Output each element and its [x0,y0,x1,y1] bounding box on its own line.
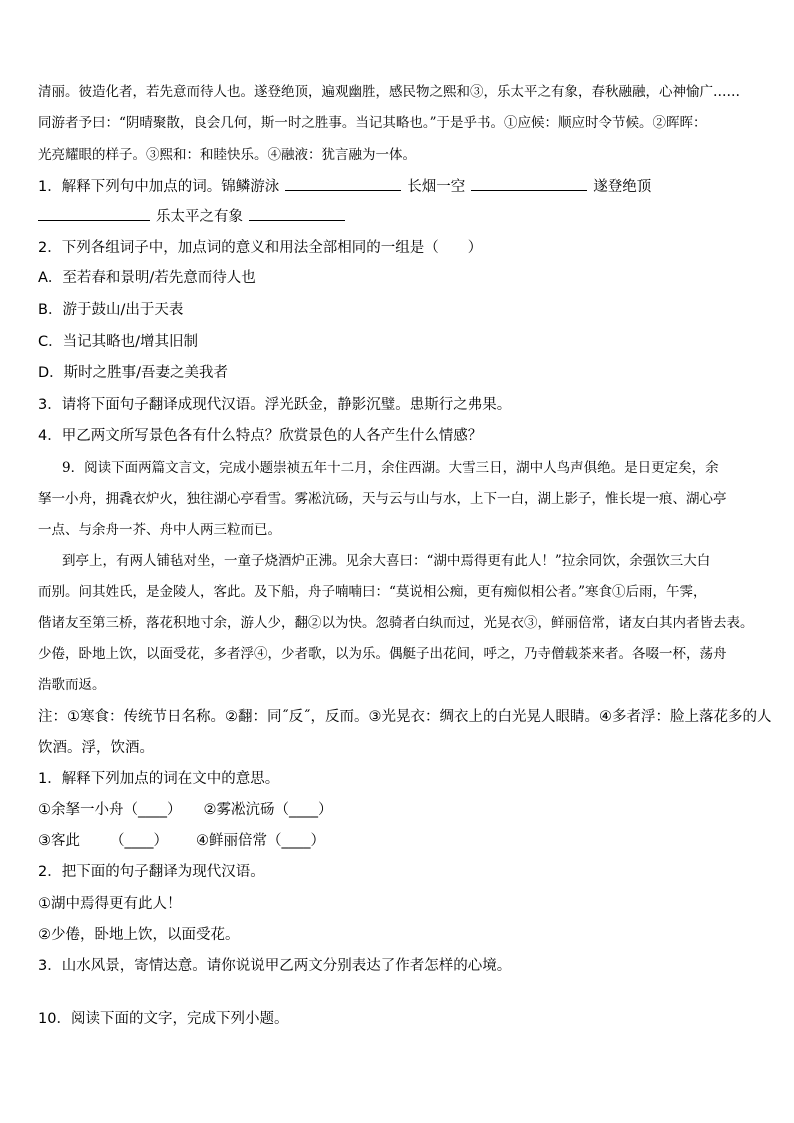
item-3-blank[interactable]: （____） [110,833,168,849]
item-4[interactable]: ④鲜丽倍常（____） [196,833,325,849]
note-line: 注：①寒食：传统节日名称。②翻：同˝反˝，反而。③光晃衣：绸衣上的白光晃人眼睛。④多者浮：脸上落花多的人 [38,709,772,725]
question-9-3: 3．山水风景，寄情达意。请你说说甲乙两文分别表达了作者怎样的心境。 [38,958,512,974]
question-text: 遂登绝顶 [593,179,652,195]
passage-line: 浩歌而返。 [38,677,106,693]
question-9-2: 2．把下面的句子翻译为现代汉语。 [38,864,265,880]
question-8-1 [38,175,764,198]
option-c[interactable]: C．当记其略也/增其旧制 [38,334,199,350]
passage-line: 到亭上，有两人铺毡对坐，一童子烧酒炉正沸。见余大喜曰：“湖中焉得更有此人！”拉余同饮，余强饮三大白 [62,553,711,569]
sentence-2: ②少倦，卧地上饮，以面受花。 [38,927,240,943]
question-8-4: 4．甲乙两文所写景色各有什么特点？欣赏景色的人各产生什么情感？ [38,428,483,444]
item-1[interactable]: ①余拏一小舟（____） [38,802,182,818]
passage-line: 拏一小舟，拥毳衣炉火，独往湖心亭看雪。雾凇沆砀，天与云与山与水，上下一白，湖上影子，惟长堤一痕、湖心亭 [38,491,727,507]
question-text: 长烟一空 [407,179,466,195]
sentence-1: ①湖中焉得更有此人！ [38,896,182,912]
passage-line: 偕诸友至第三桥，落花积地寸余，游人少，翻②以为快。忽骑者白纨而过，光晃衣③，鲜丽倍常，诸友白其内者皆去表。 [38,615,754,631]
passage-line: 同游者予曰：“阴晴聚散，良会几何，斯一时之胜事。当记其略也。”于是乎书。①应候：顺应时令节候。②晖晖： [38,115,707,131]
passage-line: 清丽。彼造化者，若先意而待人也。遂登绝顶，遍观幽胜，感民物之熙和③，乐太平之有象，春秋融融，心神愉广…… [38,84,740,100]
passage-line: 光亮耀眼的样子。③熙和：和睦快乐。④融液：犹言融为一体。 [38,147,416,163]
passage-line: 而别。问其姓氏，是金陵人，客此。及下船，舟子喃喃曰：“莫说相公痴，更有痴似相公者。”寒食①后雨，午霁， [38,584,707,600]
question-9-1-items [38,830,764,852]
passage-line: 9．阅读下面两篇文言文，完成小题崇祯五年十二月，余住西湖。大雪三日，湖中人鸟声俱绝。是日更定矣，余 [62,460,719,476]
answer-blank[interactable] [38,205,150,221]
item-3: ③客此 [38,833,80,849]
question-9-1-items [38,799,764,821]
question-8-2: 2．下列各组词子中，加点词的意义和用法全部相同的一组是（ ） [38,240,483,256]
option-b[interactable]: B．游于鼓山/出于天表 [38,302,184,318]
passage-line: 少倦，卧地上饮，以面受花，多者浮④，少者歌，以为乐。偶艇子出花间，呼之，乃寺僧载茶来者。各啜一杯，荡舟 [38,646,727,662]
note-line: 饮酒。浮，饮酒。 [38,740,154,756]
question-9-1: 1．解释下列加点的词在文中的意思。 [38,771,280,787]
passage-line: 一点、与余舟一芥、舟中人两三粒而已。 [38,522,281,538]
question-10: 10．阅读下面的文字，完成下列小题。 [38,1011,289,1027]
answer-blank[interactable] [249,205,345,221]
question-8-1-cont [38,205,764,228]
option-d[interactable]: D．斯时之胜事/吾妻之美我者 [38,365,229,381]
question-8-3: 3．请将下面句子翻译成现代汉语。浮光跃金，静影沉璧。患斯行之弗果。 [38,397,512,413]
answer-blank[interactable] [471,175,587,191]
option-a[interactable]: A．至若春和景明/若先意而待人也 [38,270,256,286]
question-text: 乐太平之有象 [156,209,243,225]
question-text: 1．解释下列句中加点的词。锦鳞游泳 [38,179,280,195]
item-2[interactable]: ②雾凇沆砀（____） [203,802,333,818]
answer-blank[interactable] [285,175,401,191]
